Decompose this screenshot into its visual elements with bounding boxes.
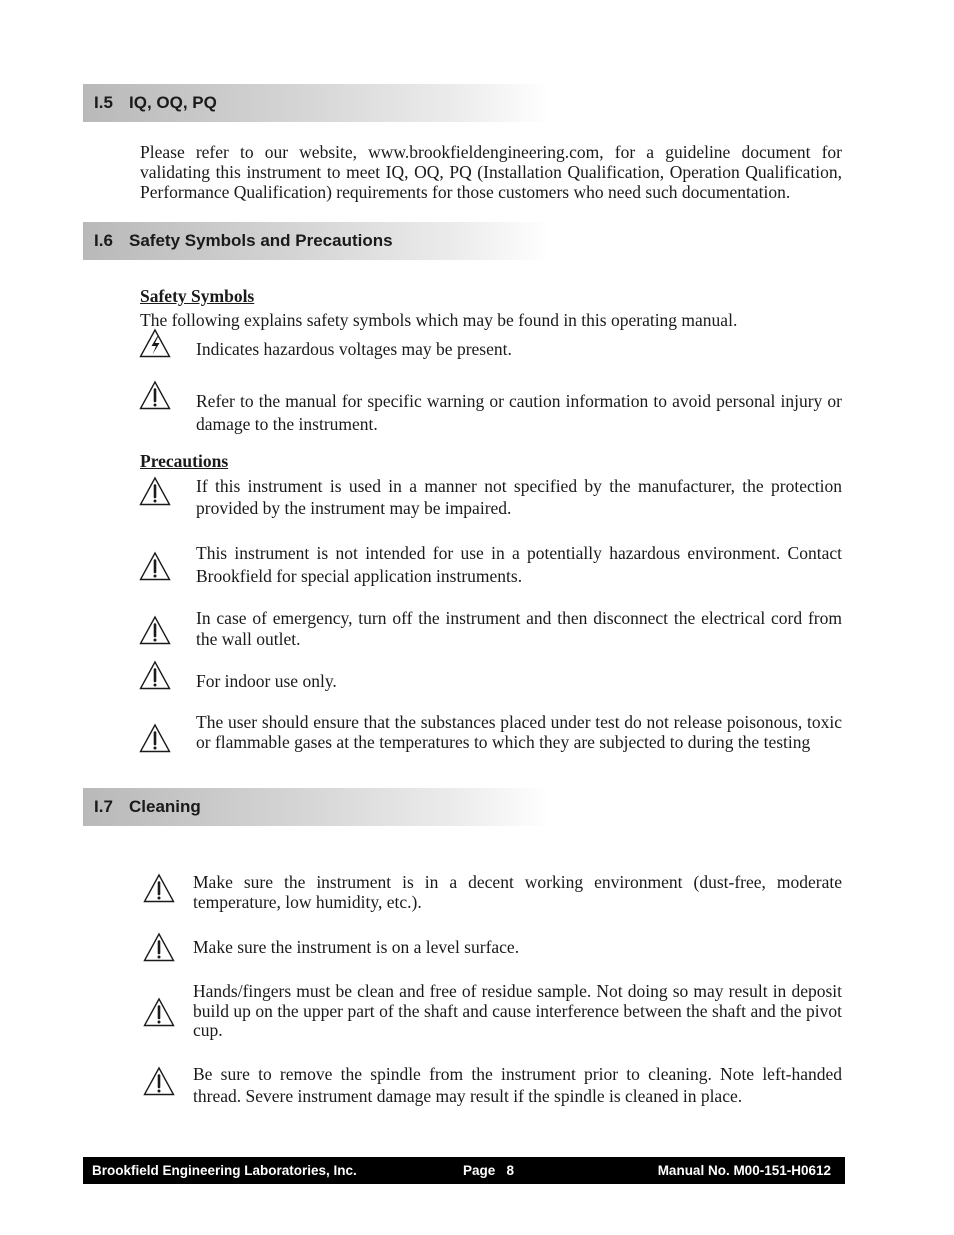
section-title: Cleaning [129, 797, 201, 816]
cleaning-text: Be sure to remove the spindle from the instrument prior to cleaning. Note left-handed thread. Severe instrument damage may result if the spindle is cleaned in place. [193, 1064, 842, 1106]
symbol-text-caution: Refer to the manual for specific warning or caution information to avoid personal injury or damage to the instrument. [196, 391, 842, 434]
caution-triangle-icon [139, 723, 171, 753]
cleaning-text: Make sure the instrument is in a decent working environment (dust-free, moderate temperature, low humidity, etc.). [193, 872, 842, 912]
caution-triangle-icon [139, 551, 171, 581]
section-header-iq [83, 84, 550, 122]
section-number: I.5 [94, 93, 113, 112]
safety-symbols-heading: Safety Symbols [140, 286, 255, 306]
lightning-warning-icon [139, 328, 171, 358]
precaution-text: This instrument is not intended for use in a potentially hazardous environment. Contact Brookfield for special application instruments. [196, 543, 842, 586]
iq-paragraph: Please refer to our website, www.brookfieldengineering.com, for a guideline document for validating this instrument to meet IQ, OQ, PQ (Installation Qualification, Operation Qualification, Performance Qualification) requirements for those customers who need such documentation. [140, 142, 842, 202]
cleaning-text: Hands/fingers must be clean and free of residue sample. Not doing so may result in deposit build up on the upper part of the shaft and cause interference between the shaft and the pivot cup. [193, 981, 842, 1040]
safety-symbols-intro: The following explains safety symbols which may be found in this operating manual. [140, 310, 738, 330]
cleaning-text: Make sure the instrument is on a level surface. [193, 937, 520, 957]
section-number: I.7 [94, 797, 113, 816]
footer-manual-number: Manual No. M00-151-H0612 [657, 1163, 831, 1178]
precaution-text: The user should ensure that the substances placed under test do not release poisonous, toxic or flammable gases at the temperatures to which they are subjected to during the testing [196, 712, 842, 752]
section-header-safety [83, 222, 550, 260]
page-footer [83, 1157, 845, 1184]
precaution-text: If this instrument is used in a manner not specified by the manufacturer, the protection provided by the instrument may be impaired. [196, 476, 842, 518]
section-number: I.6 [94, 231, 113, 250]
caution-triangle-icon [139, 476, 171, 506]
symbol-text-voltage: Indicates hazardous voltages may be present. [196, 339, 512, 359]
caution-triangle-icon [143, 997, 175, 1027]
precautions-heading: Precautions [140, 451, 229, 471]
footer-company: Brookfield Engineering Laboratories, Inc. [92, 1163, 357, 1178]
footer-page-number: Page 8 [463, 1163, 515, 1178]
caution-triangle-icon [143, 873, 175, 903]
caution-triangle-icon [139, 660, 171, 690]
caution-triangle-icon [143, 932, 175, 962]
precaution-text: In case of emergency, turn off the instrument and then disconnect the electrical cord from the wall outlet. [196, 608, 842, 649]
section-header-cleaning [83, 788, 550, 826]
section-title: IQ, OQ, PQ [129, 93, 217, 112]
caution-triangle-icon [143, 1066, 175, 1096]
section-title: Safety Symbols and Precautions [129, 231, 393, 250]
precaution-text: For indoor use only. [196, 671, 337, 691]
caution-triangle-icon [139, 380, 171, 410]
caution-triangle-icon [139, 615, 171, 645]
